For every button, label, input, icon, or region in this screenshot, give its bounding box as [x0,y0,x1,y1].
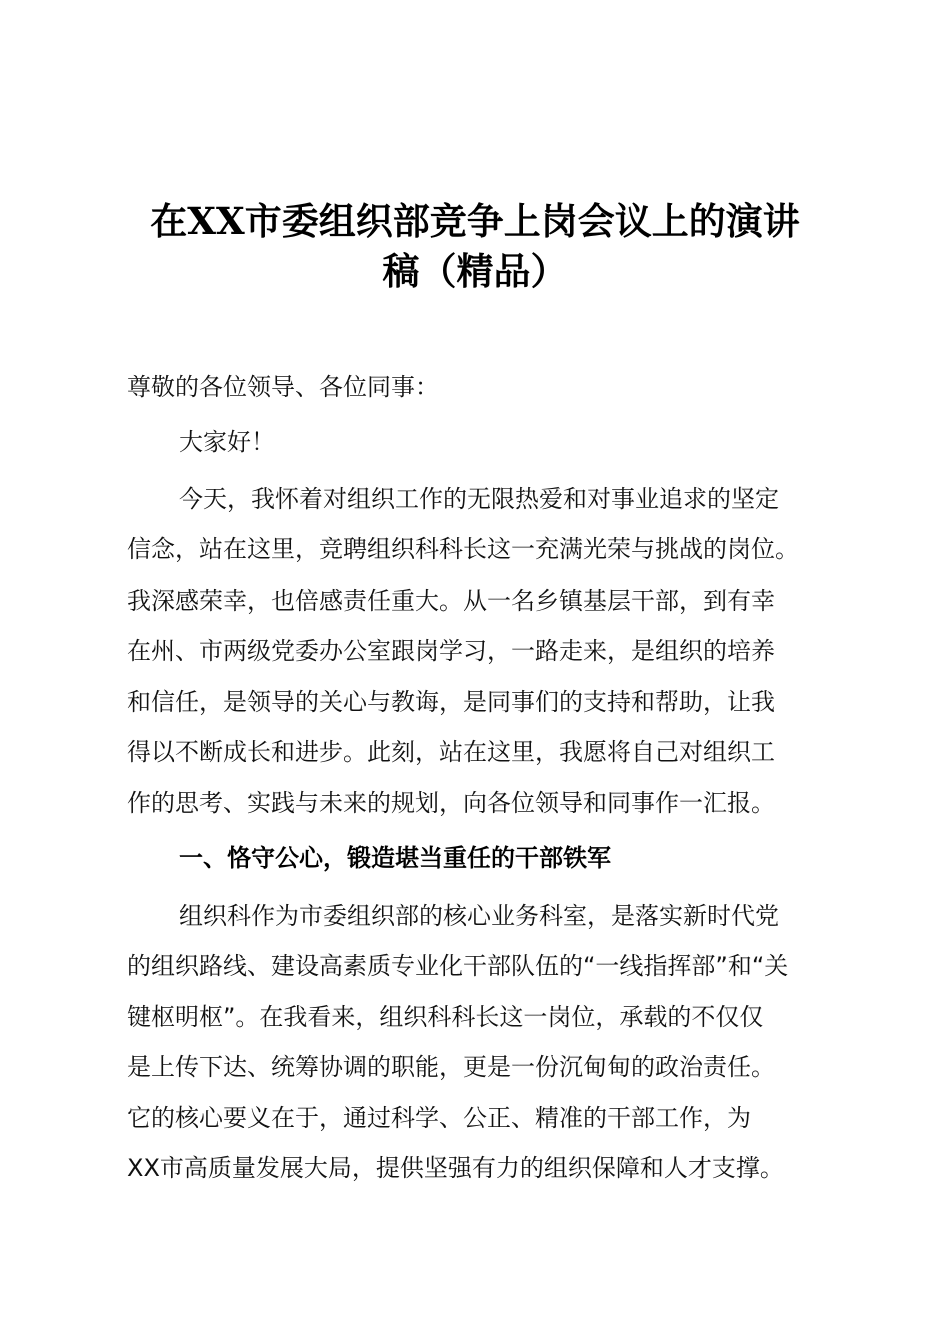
paragraph-1-line: 我深感荣幸，也倍感责任重大。从一名乡镇基层干部，到有幸 [127,587,775,615]
section-heading-1: 一、恪守公心，锻造堪当重任的干部铁军 [179,844,611,872]
paragraph-1-line: 信念，站在这里，竞聘组织科科长这一充满光荣与挑战的岗位。 [127,535,799,563]
paragraph-2-line: XX市高质量发展大局，提供坚强有力的组织保障和人才支撑。 [127,1154,784,1182]
paragraph-2-line: 键枢明枢”。在我看来，组织科科长这一岗位，承载的不仅仅 [127,1003,764,1031]
paragraph-1-line: 得以不断成长和进步。此刻，站在这里，我愿将自己对组织工 [127,738,775,766]
paragraph-2-line: 它的核心要义在于，通过科学、公正、精准的干部工作，为 [127,1104,751,1132]
greeting: 大家好！ [179,428,275,456]
salutation: 尊敬的各位领导、各位同事： [127,373,439,401]
title-line-1: 在XX市委组织部竞争上岗会议上的演讲 [150,199,800,243]
paragraph-1-line: 在州、市两级党委办公室跟岗学习，一路走来，是组织的培养 [127,637,775,665]
document-title [0,196,950,296]
paragraph-2-line: 是上传下达、统筹协调的职能，更是一份沉甸甸的政治责任。 [127,1053,775,1081]
paragraph-2-line: 的组织路线、建设高素质专业化干部队伍的“一线指挥部”和“关 [127,952,789,980]
paragraph-1-line: 和信任，是领导的关心与教诲，是同事们的支持和帮助，让我 [127,688,775,716]
paragraph-1-line: 作的思考、实践与未来的规划，向各位领导和同事作一汇报。 [127,789,775,817]
paragraph-2-line: 组织科作为市委组织部的核心业务科室，是落实新时代党 [179,902,779,930]
paragraph-1-line: 今天，我怀着对组织工作的无限热爱和对事业追求的坚定 [179,485,779,513]
title-line-2: 稿（精品） [382,249,568,293]
